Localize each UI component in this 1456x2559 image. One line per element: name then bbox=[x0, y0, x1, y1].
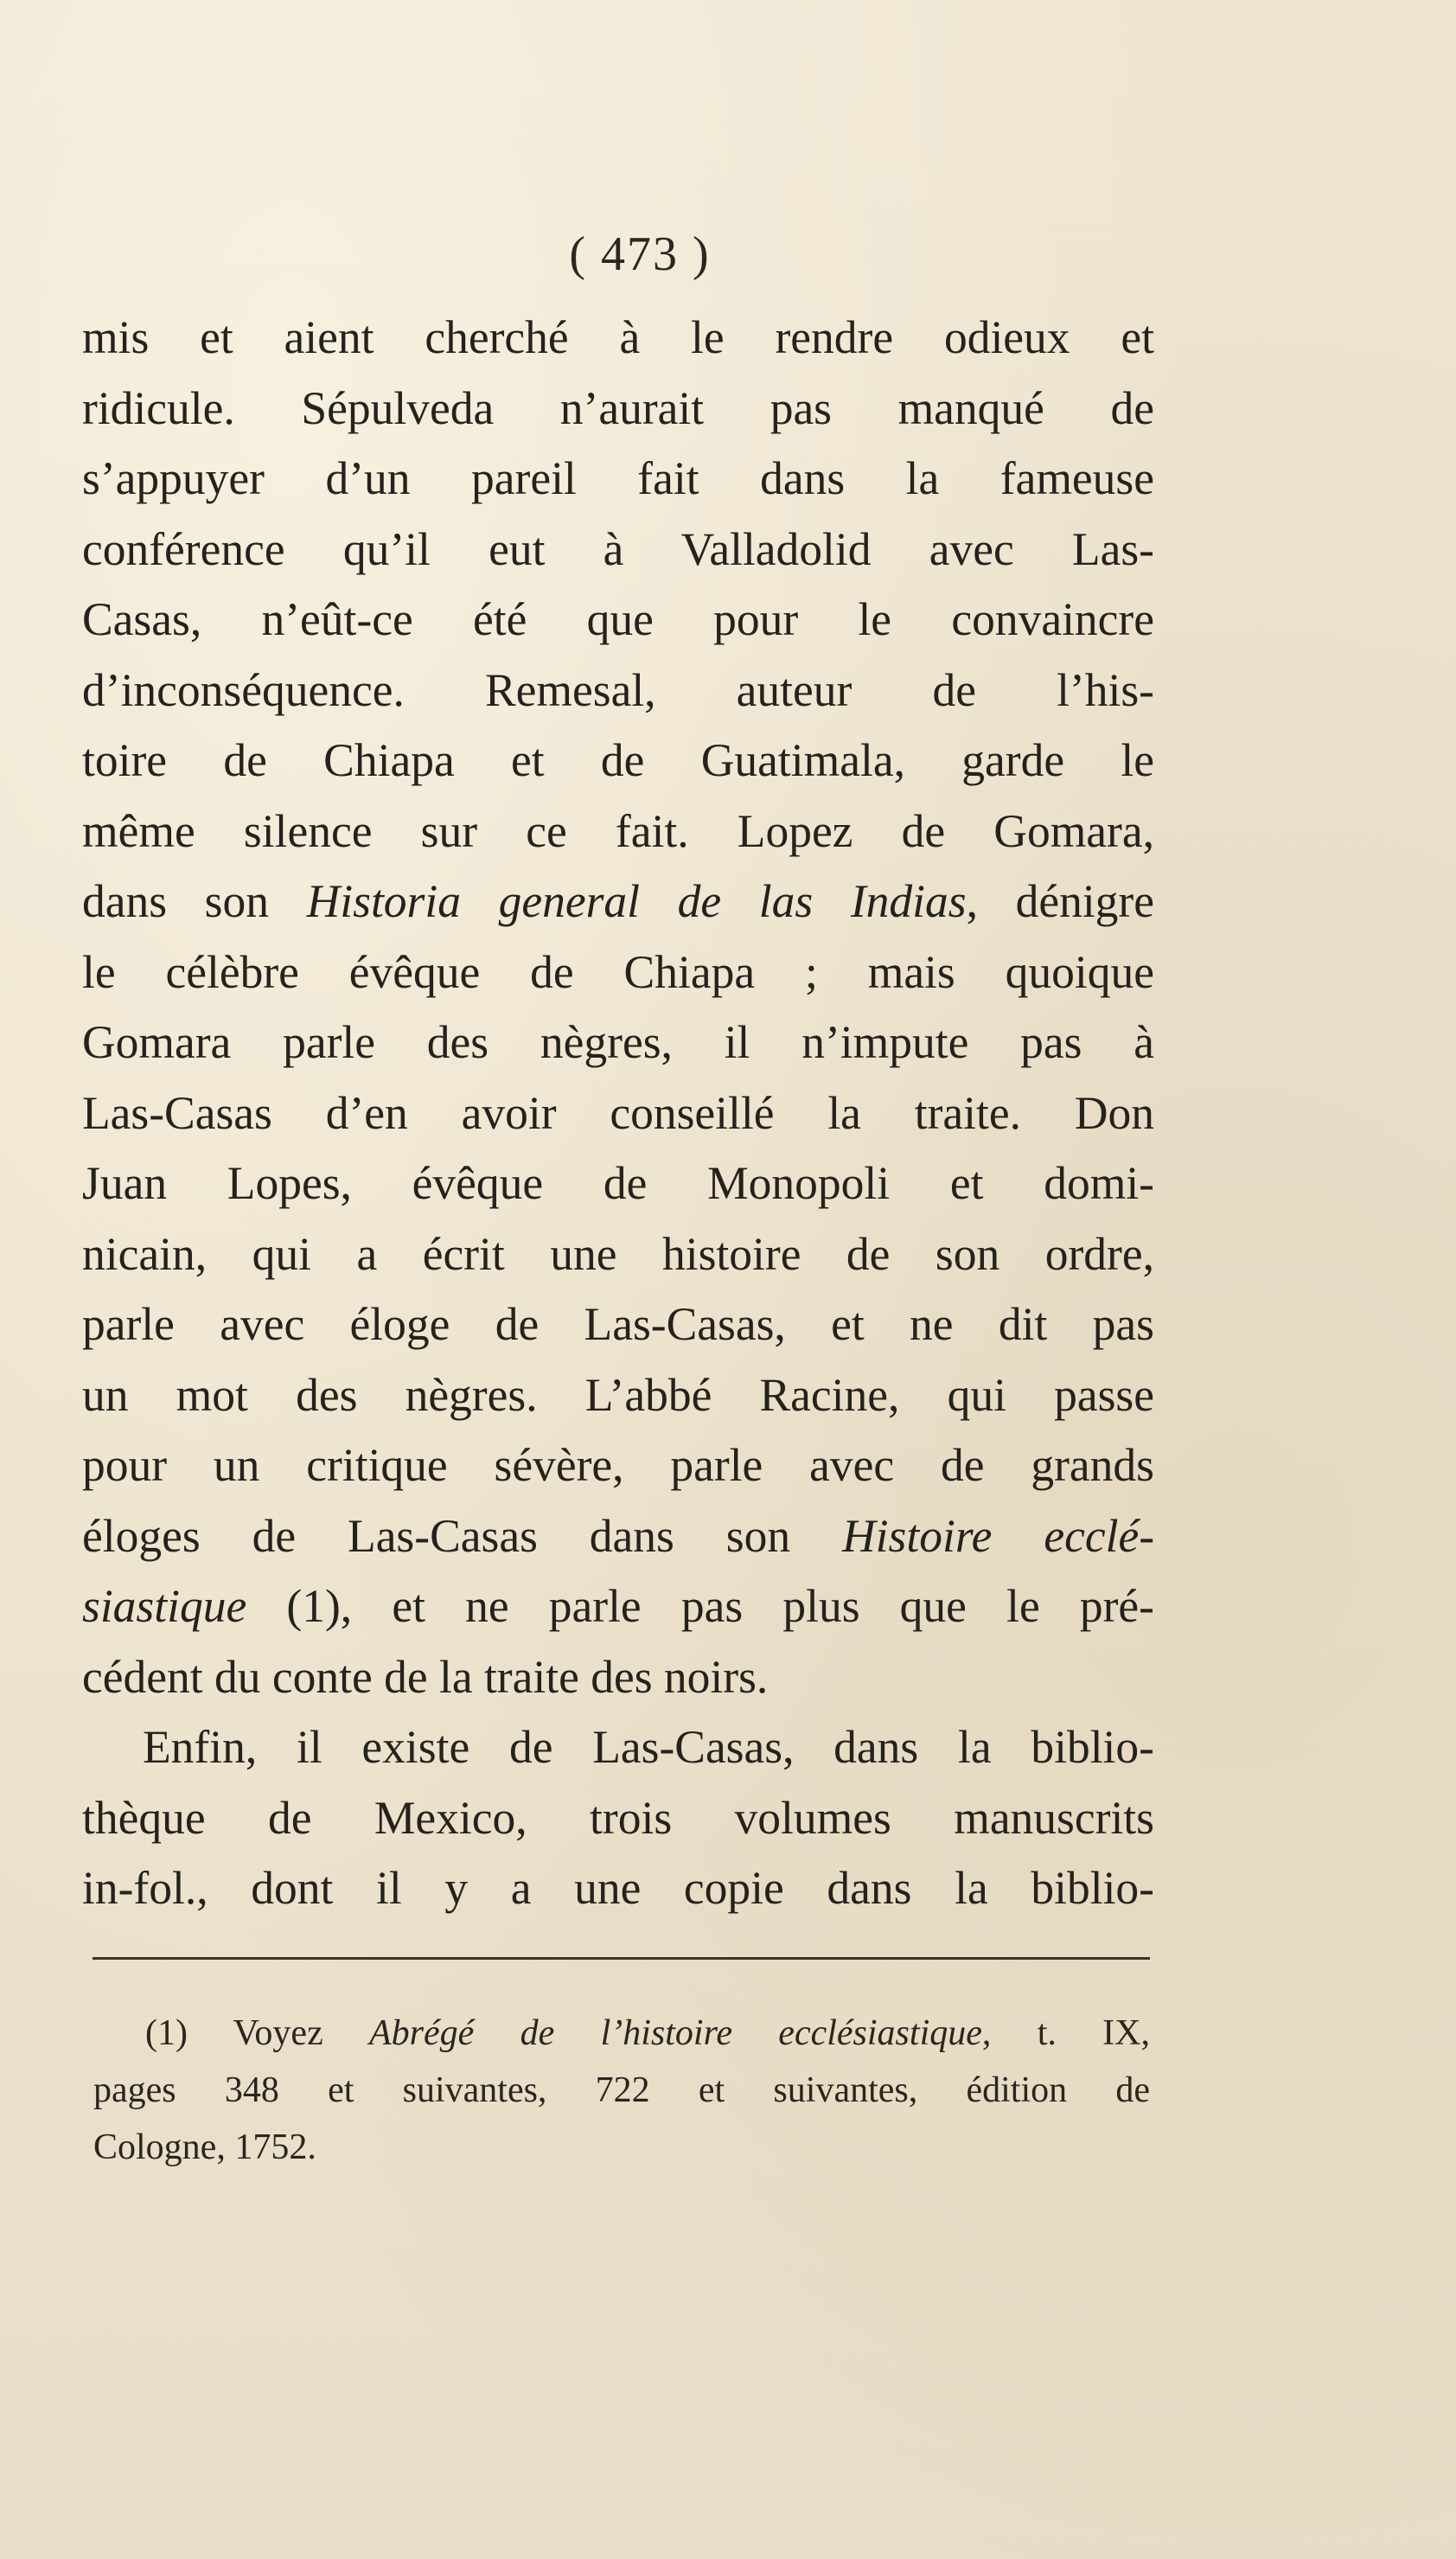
text-line: Casas, n’eût-ce été que pour le convaincre bbox=[82, 593, 1154, 645]
text-line: Las-Casas d’en avoir conseillé la traite. Don bbox=[82, 1086, 1154, 1139]
footnote-line: pages 348 et suivantes, 722 et suivantes, édition de bbox=[93, 2070, 1150, 2110]
text-line: conférence qu’il eut à Valladolid avec Las- bbox=[82, 522, 1154, 575]
text-line bbox=[82, 1501, 1154, 1572]
text-line: Juan Lopes, évêque de Monopoli et domi- bbox=[82, 1157, 1154, 1209]
text-line: nicain, qui a écrit une histoire de son ordre, bbox=[82, 1227, 1154, 1280]
text-fragment: dans son bbox=[82, 875, 307, 927]
footnote-line bbox=[93, 2005, 1150, 2062]
text-line: in-fol., dont il y a une copie dans la biblio- bbox=[82, 1862, 1154, 1914]
book-title: Histoire ecclé- bbox=[842, 1509, 1155, 1562]
text-line: s’appuyer d’un pareil fait dans la fameuse bbox=[82, 452, 1154, 504]
text-fragment: éloges de Las-Casas dans son bbox=[82, 1509, 843, 1562]
text-line: ridicule. Sépulveda n’aurait pas manqué de bbox=[82, 381, 1154, 434]
footnote bbox=[93, 2005, 1150, 2176]
text-line: d’inconséquence. Remesal, auteur de l’his- bbox=[82, 663, 1154, 716]
text-line: mis et aient cherché à le rendre odieux et bbox=[82, 311, 1154, 363]
text-fragment: (1), et ne parle pas plus que le pré- bbox=[246, 1580, 1154, 1632]
text-line: pour un critique sévère, parle avec de grands bbox=[82, 1439, 1154, 1491]
text-fragment: , dénigre bbox=[966, 875, 1154, 927]
text-fragment: , t. IX, bbox=[981, 2013, 1150, 2053]
book-title: siastique bbox=[82, 1580, 247, 1632]
footnote-rule bbox=[93, 1957, 1150, 1960]
text-line: thèque de Mexico, trois volumes manuscrits bbox=[82, 1791, 1154, 1844]
text-line bbox=[82, 867, 1154, 937]
book-title: Historia general de las Indias bbox=[306, 875, 967, 927]
text-line: toire de Chiapa et de Guatimala, garde le bbox=[82, 734, 1154, 786]
text-line: Enfin, il existe de Las-Casas, dans la biblio- bbox=[143, 1721, 1154, 1773]
text-line: même silence sur ce fait. Lopez de Gomara, bbox=[82, 804, 1154, 857]
page-number: ( 473 ) bbox=[569, 227, 711, 281]
book-title: Abrégé de l’histoire ecclésiastique bbox=[369, 2013, 982, 2053]
text-fragment: (1) Voyez bbox=[145, 2013, 370, 2053]
text-line: le célèbre évêque de Chiapa ; mais quoique bbox=[82, 945, 1154, 998]
text-line: Gomara parle des nègres, il n’impute pas à bbox=[82, 1016, 1154, 1068]
body-text bbox=[82, 303, 1154, 1924]
text-line: parle avec éloge de Las-Casas, et ne dit pas bbox=[82, 1298, 1154, 1350]
text-line: cédent du conte de la traite des noirs. bbox=[82, 1650, 769, 1703]
footnote-line: Cologne, 1752. bbox=[93, 2127, 316, 2167]
text-line bbox=[82, 1571, 1154, 1642]
text-line: un mot des nègres. L’abbé Racine, qui passe bbox=[82, 1368, 1154, 1421]
